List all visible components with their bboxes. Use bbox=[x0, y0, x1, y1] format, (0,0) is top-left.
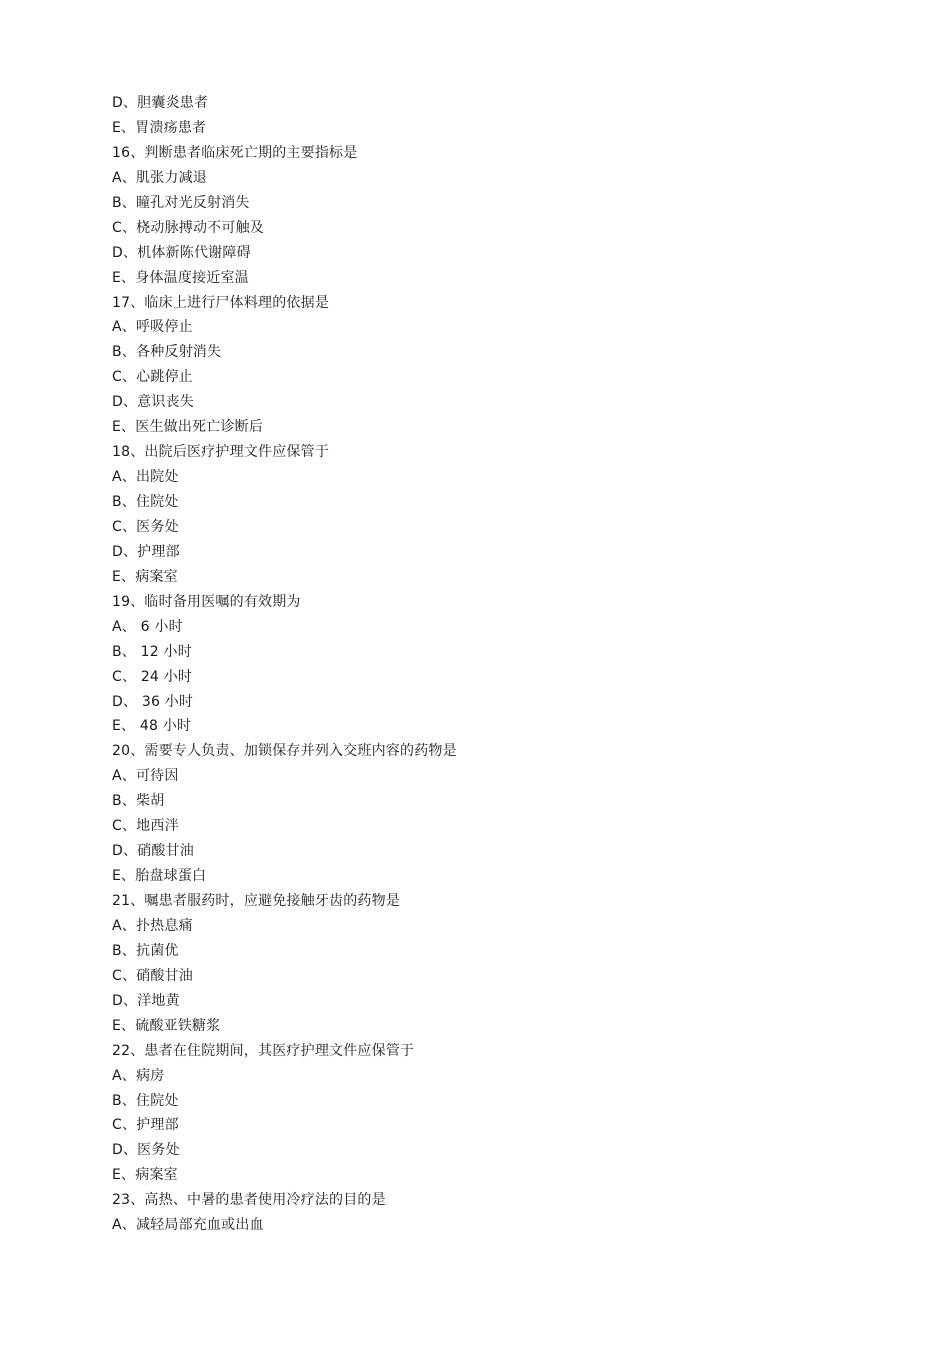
option-line: A、 6 小时 bbox=[112, 618, 183, 635]
question-line: 16、判断患者临床死亡期的主要指标是 bbox=[112, 144, 358, 161]
option-line: C、 24 小时 bbox=[112, 668, 193, 685]
option-line: A、病房 bbox=[112, 1067, 165, 1084]
question-line: 20、需要专人负责、加锁保存并列入交班内容的药物是 bbox=[112, 743, 457, 760]
option-line: D、机体新陈代谢障碍 bbox=[112, 244, 251, 261]
option-line: E、医生做出死亡诊断后 bbox=[112, 419, 264, 436]
option-line: B、住院处 bbox=[112, 494, 179, 510]
option-line: A、呼吸停止 bbox=[112, 319, 193, 336]
option-line: B、各种反射消失 bbox=[112, 344, 222, 361]
question-line: 19、临时备用医嘱的有效期为 bbox=[112, 593, 301, 610]
option-line: B、瞳孔对光反射消失 bbox=[112, 194, 250, 211]
question-line: 17、临床上进行尸体料理的依据是 bbox=[112, 294, 330, 311]
question-line: 18、出院后医疗护理文件应保管于 bbox=[112, 444, 330, 461]
option-line: E、硫酸亚铁糖浆 bbox=[112, 1017, 221, 1034]
question-text-block bbox=[112, 91, 872, 1238]
option-line: A、减轻局部充血或出血 bbox=[112, 1217, 264, 1234]
option-line: C、桡动脉搏动不可触及 bbox=[112, 219, 264, 236]
option-line: D、护理部 bbox=[112, 543, 180, 560]
option-line: E、胎盘球蛋白 bbox=[112, 868, 207, 885]
question-line: 21、嘱患者服药时，应避免接触牙齿的药物是 bbox=[112, 893, 401, 909]
option-line: C、地西泮 bbox=[112, 818, 179, 835]
option-line: D、硝酸甘油 bbox=[112, 843, 194, 860]
option-line: C、医务处 bbox=[112, 518, 179, 535]
option-line: A、肌张力减退 bbox=[112, 169, 207, 186]
option-line: B、柴胡 bbox=[112, 793, 165, 810]
option-line: C、护理部 bbox=[112, 1117, 179, 1134]
option-line: D、意识丧失 bbox=[112, 394, 194, 411]
question-line: 22、患者在住院期间，其医疗护理文件应保管于 bbox=[112, 1042, 415, 1059]
option-line: A、可待因 bbox=[112, 768, 179, 785]
option-line: E、身体温度接近室温 bbox=[112, 269, 249, 286]
option-line: E、病案室 bbox=[112, 568, 178, 585]
option-line: A、出院处 bbox=[112, 469, 179, 486]
option-line: E、病案室 bbox=[112, 1167, 178, 1184]
option-line: E、 48 小时 bbox=[112, 718, 192, 735]
option-line: C、心跳停止 bbox=[112, 369, 193, 386]
option-line: D、 36 小时 bbox=[112, 693, 194, 710]
question-line: 23、高热、中暑的患者使用冷疗法的目的是 bbox=[112, 1192, 386, 1209]
option-line: D、洋地黄 bbox=[112, 992, 180, 1009]
option-line: B、住院处 bbox=[112, 1092, 179, 1109]
text-line: D、胆囊炎患者 bbox=[112, 95, 209, 111]
option-line: D、医务处 bbox=[112, 1142, 180, 1159]
option-line: C、硝酸甘油 bbox=[112, 967, 193, 984]
option-line: B、 12 小时 bbox=[112, 643, 192, 660]
option-line: B、抗菌优 bbox=[112, 942, 179, 959]
option-line: A、扑热息痛 bbox=[112, 917, 193, 934]
text-line: E、胃溃疡患者 bbox=[112, 119, 207, 136]
